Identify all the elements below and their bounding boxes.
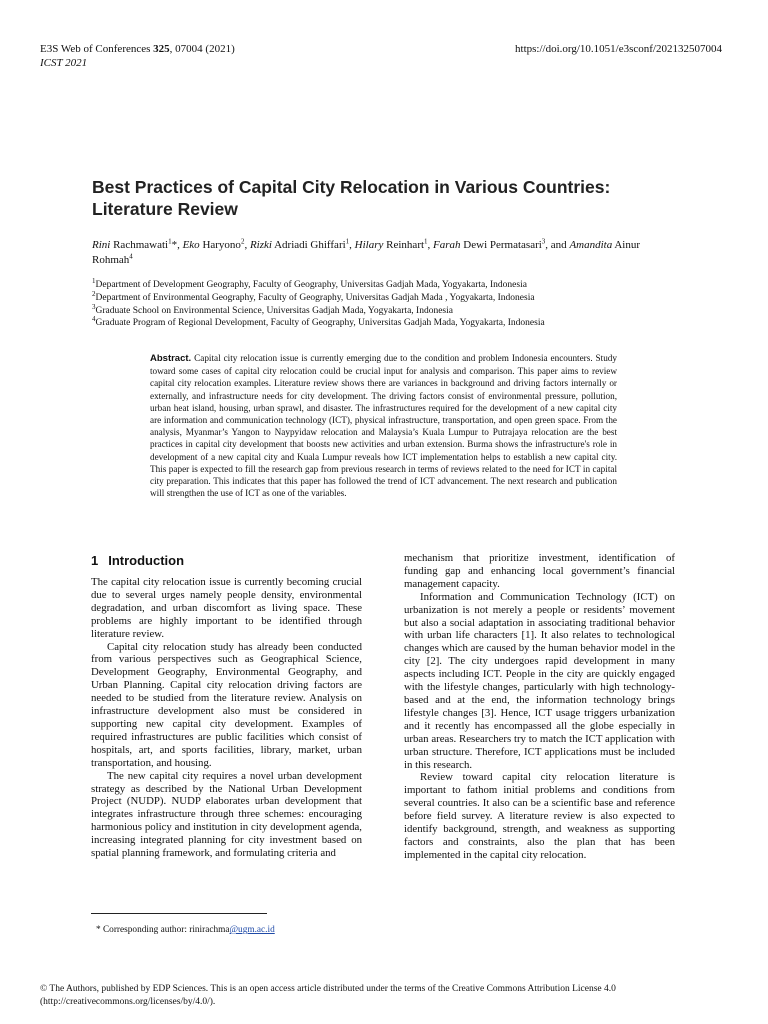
doi-link[interactable]: https://doi.org/10.1051/e3sconf/202132507004 [515,43,722,55]
author: Hilary Reinhart$^1$, [354,237,434,251]
journal-volume: 325 [153,43,170,55]
paragraph: Review toward capital city relocation literature is important to fathom initial problems and conditions from several countries. It also can be a scientific base and reference before field survey. A literature review is also expected to identify background, strength, and weakness as supporting factors and constraints, also the plan that has been implemented in the capital city relocation. [404,771,675,861]
affiliation: $^1$Department of Development Geography, Faculty of Geography, Universitas Gadjah Mada, Yogyakarta, Indonesia [92,276,527,290]
author: Eko Haryono$^2$, [182,237,250,251]
affiliation: $^2$Department of Environmental Geography, Faculty of Geography, Universitas Gadjah Mada , Yogyakarta, Indonesia [92,289,535,303]
section-title: Introduction [108,553,185,568]
author: Farah Dewi Permatasari$^3$, and [433,237,570,251]
running-header-left [40,42,235,70]
author-list [92,238,677,268]
paragraph: Information and Communication Technology (ICT) on urbanization is not merely a people or residents’ movement but also a social adaptation in associating traditional behavior with urban life characters [1]. It also relates to technological changes which are caused by the human behavior model in the city [2]. The city undergoes rapid development in many aspects including ICT. People in the city are quickly engaged with the lifestyle changes, particularly with high technology-based and at the end, the information technology brings lifestyle changes [3]. Hence, ICT usage triggers urbanization and it recently has encompassed all the globe especially in urban areas. Researchers try to match the ICT application with urban structure. Therefore, ICT applications must be included in this research. [404,590,675,771]
paragraph: mechanism that prioritize investment, identification of funding gap and enhancing local government’s financial management capacity. [404,552,675,590]
abstract [150,352,617,499]
author: Rizki Adriadi Ghiffari$^1$, [249,237,355,251]
license-notice [40,983,730,1008]
corresponding-author-footnote: * Corresponding author: rinirachma@ugm.ac.id [96,925,275,935]
affiliation-list [92,276,677,330]
email-link[interactable]: @ugm.ac.id [229,925,275,935]
paragraph: Capital city relocation study has already been conducted from various perspectives such as Geographical Science, Development Geography, Environmental Geography, and Urban Planning. Capital city relocation driving factors are needed to be studied from the literature review. Analysis on infrastructure development also must be considered in supporting new capital city development. Examples of required infrastructures are public facilities which consist of hospitals, art, and sports facilities, library, market, urban transportation, and housing. [91,640,362,769]
left-column [91,552,362,860]
abstract-text: Capital city relocation issue is currently emerging due to the condition and problem Indonesia encounters. Study toward some cases of capital city relocation could be crucial input for analysis and comparison. This paper aims to review capital city relocation examples. Literature review shows there are variances in background and driving factors internally or externally, and infrastructure needs for city development. The driving factors consist of environmental pressure, pollution, urban heat island, housing, urban sprawl, and disaster. The infrastructures required for the development of a new capital city are information and communication technology (ICT), physical infrastructure, transportation, and open green space. From the analysis, Myanmar’s Yangon to Naypyidaw relocation and Malaysia’s Kuala Lumpur to Putrajaya relocation are the best practices in capital city development that boosts new activities and urban extension. Burma shows the infrastructure's role in development of a new capital city and Kuala Lumpur reveals how ICT implementation helps to establish a new capital city. This paper is expected to fill the research gap from previous research in terms of reviews related to the need for ICT in capital city preparation. This indicates that this paper has followed the trend of ICT advancement. The next research and publication will strengthen the use of ICT as one of the variables. [150,353,617,499]
author: Amandita Ainur Rohmah$^4$ [92,239,641,266]
license-url[interactable]: (http://creativecommons.org/licenses/by/4.0/). [40,996,216,1007]
license-line: © The Authors, published by EDP Sciences. This is an open access article distributed under the terms of the Creative Commons Attribution License 4.0 [40,984,616,994]
journal-citation: E3S Web of Conferences 325, 07004 (2021) [40,43,235,55]
footnote-divider [91,913,267,914]
section-number: 1 [91,553,99,568]
paragraph: The capital city relocation issue is currently becoming crucial due to several urges namely people density, environmental degradation, and urban discomfort as living space. These problems are highly important to be identified through literature review. [91,576,362,640]
paper-title: Best Practices of Capital City Relocation in Various Countries: Literature Review [92,177,611,219]
affiliation: $^4$Graduate Program of Regional Development, Faculty of Geography, Universitas Gadjah Mada, Yogyakarta, Indonesia [92,315,545,329]
conference-name: ICST 2021 [40,57,88,69]
right-column [404,552,675,862]
abstract-label: Abstract. [150,353,192,364]
paragraph: The new capital city requires a novel urban development strategy as described by the National Urban Development Project (NUDP). NUDP elaborates urban development that integrates infrastructure through three schemes: encouraging harmonious policy and institution in city development agenda, increasing integrated planning for city investment based on spatial planning framework, and formulating criteria and [91,769,362,860]
author: Rini Rachmawati$^1$*, [92,237,183,251]
affiliation: $^3$Graduate School on Environmental Science, Universitas Gadjah Mada, Yogyakarta, Indonesia [92,302,453,316]
